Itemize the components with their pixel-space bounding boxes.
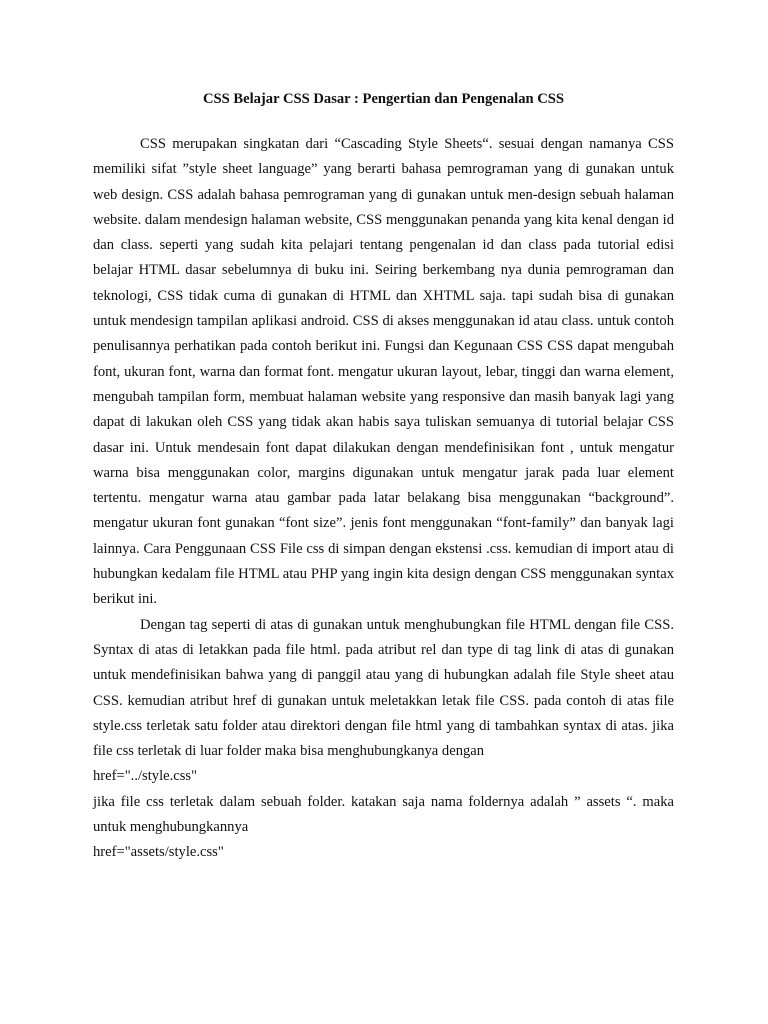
document-page — [93, 87, 674, 866]
document-title: CSS Belajar CSS Dasar : Pengertian dan Pengenalan CSS — [202, 91, 565, 107]
code-href-parent: href="../style.css" — [93, 768, 198, 785]
paragraph-intro: CSS merupakan singkatan dari “Cascading Style Sheets“. sesuai dengan namanya CSS memiliki sifat ”style sheet language” yang berarti bahasa pemrograman yang di gunakan untuk web design. CSS adalah bahasa pemrograman yang di gunakan untuk men-design sebuah halaman website. dalam mendesign halaman website, CSS menggunakan penanda yang kita kenal dengan id dan class. seperti yang sudah kita pelajari tentang pengenalan id dan class pada tutorial edisi belajar HTML dasar sebelumnya di buku ini. Seiring berkembang nya dunia pemrograman dan teknologi, CSS tidak cuma di gunakan di HTML dan XHTML saja. tapi sudah bisa di gunakan untuk mendesign tampilan aplikasi android. CSS di akses menggunakan id atau class. untuk contoh penulisannya perhatikan pada contoh berikut ini. Fungsi dan Kegunaan CSS CSS dapat mengubah font, ukuran font, warna dan format font. mengatur ukuran layout, lebar, tinggi dan warna element, mengubah tampilan form, membuat halaman website yang responsive dan masih banyak lagi yang dapat di lakukan oleh CSS yang tidak akan habis saya tuliskan semuanya di tutorial belajar CSS dasar ini. Untuk mendesain font dapat dilakukan dengan mendefinisikan font , untuk mengatur warna bisa menggunakan color, margins digunakan untuk mengatur jarak pada luar element tertentu. mengatur warna atau gambar pada latar belakang bisa menggunakan “background”. mengatur ukuran font gunakan “font size”. jenis font menggunakan “font-family” dan banyak lagi lainnya. Cara Penggunaan CSS File css di simpan dengan ekstensi .css. kemudian di import atau di hubungkan kedalam file HTML atau PHP yang ingin kita design dengan CSS menggunakan syntax berikut ini. — [93, 136, 674, 608]
paragraph-link-usage: Dengan tag seperti di atas di gunakan untuk menghubungkan file HTML dengan file CSS. Syntax di atas di letakkan pada file html. pada atribut rel dan type di tag link di atas di gunakan untuk mendefinisikan bahwa yang di panggil atau yang di hubungkan adalah file Style sheet atau CSS. kemudian atribut href di gunakan untuk meletakkan letak file CSS. pada contoh di atas file style.css terletak satu folder atau direktori dengan file html yang di tambahkan syntax di atas. jika file css terletak di luar folder maka bisa menghubungkanya dengan — [93, 616, 674, 760]
code-href-assets: href="assets/style.css" — [93, 844, 224, 861]
paragraph-folder: jika file css terletak dalam sebuah folder. katakan saja nama foldernya adalah ” assets “. maka untuk menghubungkannya — [93, 793, 674, 836]
